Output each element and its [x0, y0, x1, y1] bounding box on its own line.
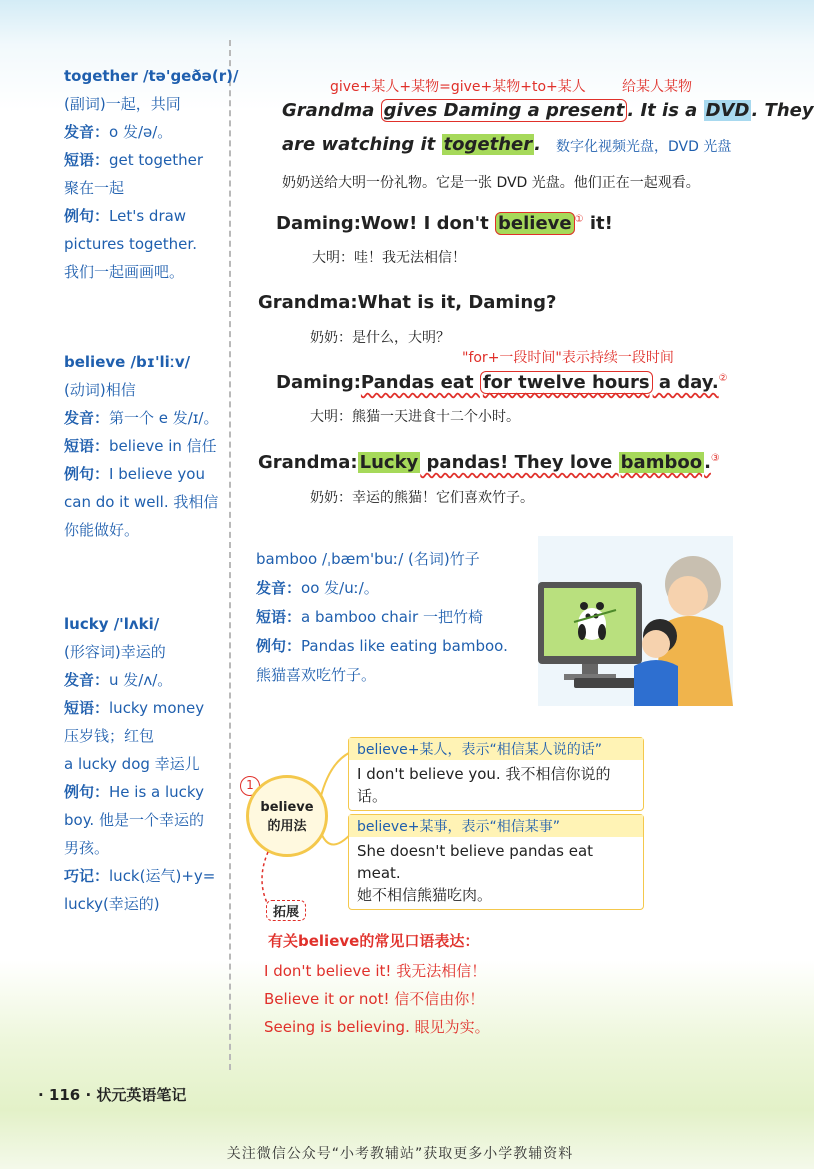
pron-text: oo 发/uː/。: [301, 579, 379, 597]
column-divider: [229, 40, 231, 1070]
s1-text-a: Grandma: [282, 100, 381, 121]
phrase-label: 短语：: [64, 151, 110, 169]
panel-heading: believe+某人，表示“相信某人说的话”: [349, 738, 643, 760]
panel-body-line-2: 她不相信熊猫吃肉。: [357, 886, 493, 904]
sentence-4: [276, 372, 728, 393]
sentence-5-translation: 奶奶：幸运的熊猫！它们喜欢竹子。: [310, 490, 534, 506]
example-line2: pictures together.: [64, 235, 197, 253]
usage-panel-1: [348, 737, 644, 811]
phrase-text: believe in 信任: [109, 437, 217, 455]
s1-highlight-together: together: [443, 134, 533, 155]
annotation-give: give+某人+某物=give+某物+to+某人: [330, 79, 586, 95]
s1-text-e: . They: [751, 100, 814, 121]
example-cn: 熊猫喜欢吃竹子。: [256, 666, 377, 684]
vocab-bamboo: [256, 545, 508, 690]
memo-text: luck(运气)+y=: [109, 867, 216, 885]
illustration-grandma-boy-watching-panda: [538, 536, 733, 706]
sentence-2-translation: 大明：哇！我无法相信！: [312, 250, 466, 266]
example-cn: 你能做好。: [64, 521, 140, 539]
s5-highlight-lucky: Lucky: [359, 452, 419, 473]
s2-text-c: it!: [583, 213, 613, 234]
s1-highlight-dvd: DVD: [705, 100, 750, 121]
usage-panel-2: [348, 814, 644, 910]
extension-expression-3: Seeing is believing. 眼见为实。: [264, 1018, 490, 1036]
s1-boxed-phrase: gives Daming a present: [381, 99, 628, 122]
pron-label: 发音：: [256, 579, 302, 597]
headword: lucky /'lʌki/: [64, 615, 160, 633]
s1-text-h: .: [534, 134, 541, 155]
extension-tag: 拓展: [266, 900, 306, 921]
s5-highlight-bamboo: bamboo: [620, 452, 703, 473]
footer-note: 关注微信公众号“小考教辅站”获取更多小学教辅资料: [226, 1146, 574, 1162]
speaker: Daming:: [276, 372, 361, 393]
example-text: I believe you: [109, 465, 205, 483]
speaker: Grandma:: [258, 452, 358, 473]
boy-body: [634, 660, 678, 706]
example-text: Let's draw: [109, 207, 187, 225]
s1-text-f: are watching it: [282, 134, 442, 155]
note-ref-3: ③: [710, 453, 720, 464]
sentence-3-translation: 奶奶：是什么，大明？: [310, 330, 450, 346]
headword: bamboo /ˌbæm'buː/ (名词)竹子: [256, 550, 480, 568]
sidebar-entry-lucky: [64, 610, 224, 918]
s3-text: What is it, Daming?: [357, 292, 557, 313]
sidebar-entry-together: [64, 62, 239, 286]
usage-number-badge: 1: [240, 776, 260, 796]
example-label: 例句：: [256, 637, 302, 655]
part-of-speech: (副词)一起，共同: [64, 95, 181, 113]
phrase-2: a lucky dog 幸运儿: [64, 755, 200, 773]
annotation-give-meaning: 给某人某物: [622, 79, 692, 95]
extension-expression-2: Believe it or not! 信不信由你！: [264, 990, 485, 1008]
annotation-for: "for+一段时间"表示持续一段时间: [462, 350, 674, 366]
phrase-label: 短语：: [256, 608, 302, 626]
example-label: 例句：: [64, 465, 110, 483]
pron-label: 发音：: [64, 123, 110, 141]
sentence-4-translation: 大明：熊猫一天进食十二个小时。: [310, 409, 520, 425]
memo-line2: lucky(幸运的): [64, 895, 160, 913]
headword: believe /bɪ'liːv/: [64, 353, 191, 371]
pron-label: 发音：: [64, 409, 110, 427]
s2-highlight-believe: believe: [495, 212, 575, 235]
example-text: He is a lucky: [109, 783, 204, 801]
sentence-2: [276, 213, 613, 234]
note-ref-2: ②: [718, 373, 728, 384]
sidebar-entry-believe: [64, 348, 224, 544]
speaker: Grandma:: [258, 292, 358, 313]
phrase-text: a bamboo chair 一把竹椅: [301, 608, 483, 626]
example-line2: boy. 他是一个幸运的: [64, 811, 204, 829]
s2-text-a: Wow! I don't: [360, 213, 496, 234]
sentence-1-line-2: [282, 134, 541, 155]
sentence-1-translation: 奶奶送给大明一份礼物。它是一张 DVD 光盘。他们正在一起观看。: [282, 175, 700, 191]
believe-usage-badge: [246, 775, 328, 857]
s4-boxed-phrase: for twelve hours: [480, 371, 653, 394]
memo-label: 巧记：: [64, 867, 110, 885]
panel-body: [349, 837, 643, 909]
phrase-text: get together: [109, 151, 204, 169]
s4-text-a: Pandas eat: [360, 372, 480, 393]
extension-expression-1: I don't believe it! 我无法相信！: [264, 962, 487, 980]
s1-text-c: . It is a: [627, 100, 704, 121]
speaker: Daming:: [276, 213, 361, 234]
phrase-text: lucky money: [109, 699, 205, 717]
example-cn: 男孩。: [64, 839, 110, 857]
example-cn: 我们一起画画吧。: [64, 263, 185, 281]
sentence-1-line-1: [282, 100, 814, 121]
phrase-cn: 压岁钱；红包: [64, 727, 155, 745]
panel-body: I don't believe you. 我不相信你说的话。: [357, 765, 611, 805]
badge-line-2: 的用法: [267, 819, 307, 834]
phrase-label: 短语：: [64, 437, 110, 455]
example-label: 例句：: [64, 207, 110, 225]
panel-heading: believe+某事，表示“相信某事”: [349, 815, 643, 837]
example-line2: can do it well. 我相信: [64, 493, 219, 511]
example-label: 例句：: [64, 783, 110, 801]
phrase-label: 短语：: [64, 699, 110, 717]
badge-line-1: believe: [260, 800, 314, 815]
pron-text: o 发/ə/。: [109, 123, 173, 141]
headword: together /tə'geðə(r)/: [64, 67, 239, 85]
extension-title: 有关believe的常见口语表达：: [268, 932, 480, 950]
phrase-cn: 聚在一起: [64, 179, 125, 197]
page-number: · 116 · 状元英语笔记: [38, 1086, 187, 1104]
s5-text-b: pandas! They love: [420, 452, 619, 473]
panel-body-line-1: She doesn't believe pandas eat meat.: [357, 842, 594, 882]
part-of-speech: (动词)相信: [64, 381, 136, 399]
pron-text: 第一个 e 发/ɪ/。: [109, 409, 219, 427]
sentence-5: [258, 452, 720, 473]
example-text: Pandas like eating bamboo.: [301, 637, 508, 655]
s5-text-d: .: [704, 452, 711, 473]
sentence-3: [258, 292, 556, 313]
part-of-speech: (形容词)幸运的: [64, 643, 166, 661]
note-ref-1: ①: [574, 214, 584, 225]
s4-text-c: a day.: [652, 372, 719, 393]
pron-text: u 发/ʌ/。: [109, 671, 173, 689]
pron-label: 发音：: [64, 671, 110, 689]
annotation-dvd: 数字化视频光盘，DVD 光盘: [556, 139, 732, 155]
